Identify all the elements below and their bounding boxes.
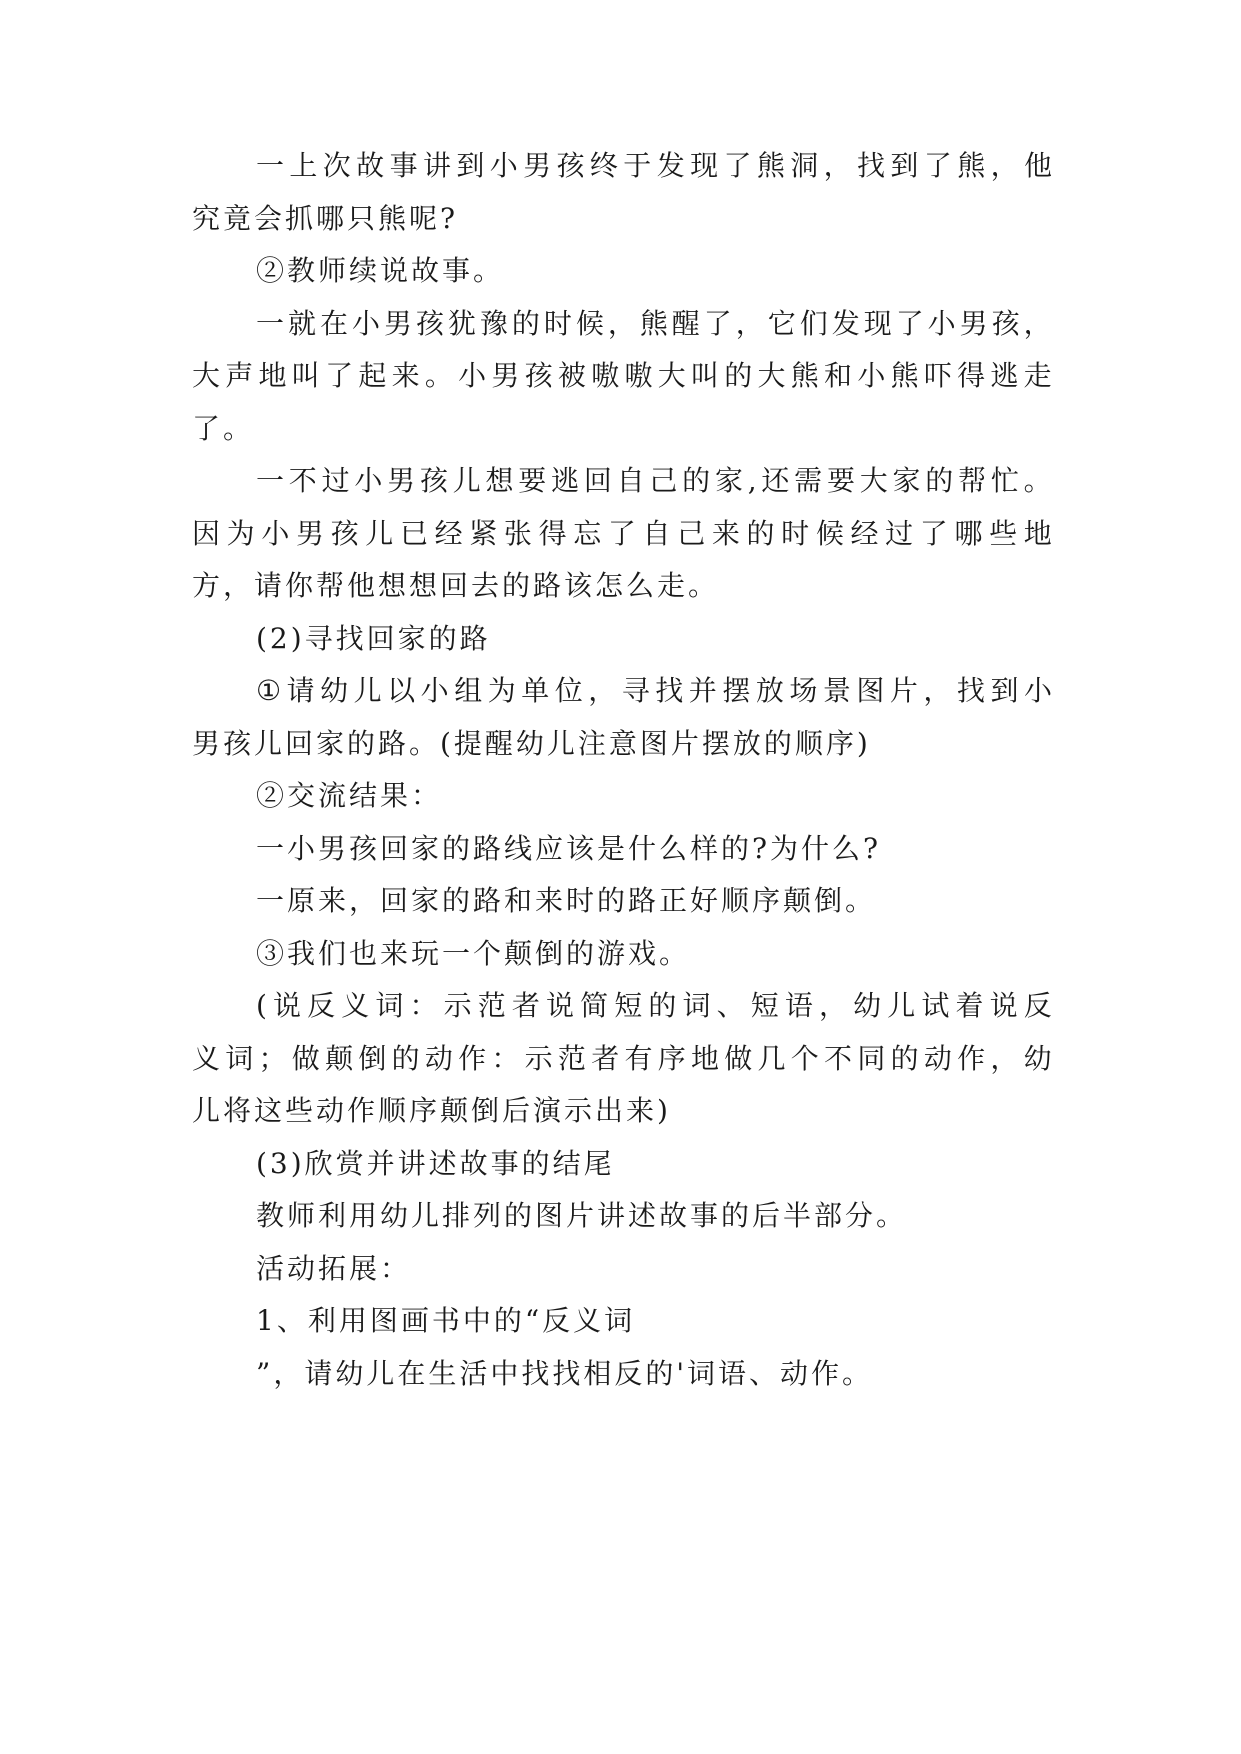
paragraph-line: 方，请你帮他想想回去的路该怎么走。 (192, 569, 720, 602)
paragraph-line: ②教师续说故事。 (256, 254, 505, 287)
paragraph-line: 一原来，回家的路和来时的路正好顺序颠倒。 (256, 884, 877, 917)
paragraph-line: ”，请幼儿在生活中找找相反的'词语、动作。 (256, 1357, 874, 1390)
paragraph-line: 一小男孩回家的路线应该是什么样的?为什么? (256, 832, 882, 865)
paragraph-line: ( 说 反 义 词 ： 示 范 者 说 简 短 的 词 、 短 语 ， 幼 儿 试 着 说 反 (256, 989, 1052, 1022)
paragraph-line: 大 声 地 叫 了 起 来 。 小 男 孩 被 嗷 嗷 大 叫 的 大 熊 和 小 熊 吓 得 逃 走 (192, 359, 1052, 392)
paragraph-line: 儿将这些动作顺序颠倒后演示出来) (192, 1094, 671, 1127)
paragraph-line: ②交流结果： (256, 779, 443, 812)
section-heading: (2)寻找回家的路 (256, 622, 491, 655)
paragraph-line: 究竟会抓哪只熊呢? (192, 202, 459, 235)
paragraph-line: 男孩儿回家的路。(提醒幼儿注意图片摆放的顺序) (192, 727, 871, 760)
paragraph-line: 一 上 次 故 事 讲 到 小 男 孩 终 于 发 现 了 熊 洞 ， 找 到 了 熊 ， 他 (256, 149, 1052, 182)
paragraph-line: ① 请 幼 儿 以 小 组 为 单 位 ， 寻 找 并 摆 放 场 景 图 片 ， 找 到 小 (256, 674, 1052, 707)
paragraph-line: 一 不 过 小 男 孩 儿 想 要 逃 回 自 己 的 家 , 还 需 要 大 家 的 帮 忙 。 (256, 464, 1052, 497)
paragraph-line: 义 词 ； 做 颠 倒 的 动 作 ： 示 范 者 有 序 地 做 几 个 不 同 的 动 作 ， 幼 (192, 1042, 1052, 1075)
paragraph-line: 活动拓展： (256, 1252, 412, 1285)
section-heading: (3)欣赏并讲述故事的结尾 (256, 1147, 615, 1180)
paragraph-line: 一 就 在 小 男 孩 犹 豫 的 时 候 ， 熊 醒 了 ， 它 们 发 现 了 小 男 孩 ， (256, 307, 1052, 340)
paragraph-line: 了。 (192, 412, 255, 445)
paragraph-line: 教师利用幼儿排列的图片讲述故事的后半部分。 (256, 1199, 908, 1232)
paragraph-line: ③我们也来玩一个颠倒的游戏。 (256, 937, 691, 970)
paragraph-line: 1、利用图画书中的“反义词 (256, 1304, 636, 1337)
paragraph-line: 因 为 小 男 孩 儿 已 经 紧 张 得 忘 了 自 己 来 的 时 候 经 过 了 哪 些 地 (192, 517, 1052, 550)
